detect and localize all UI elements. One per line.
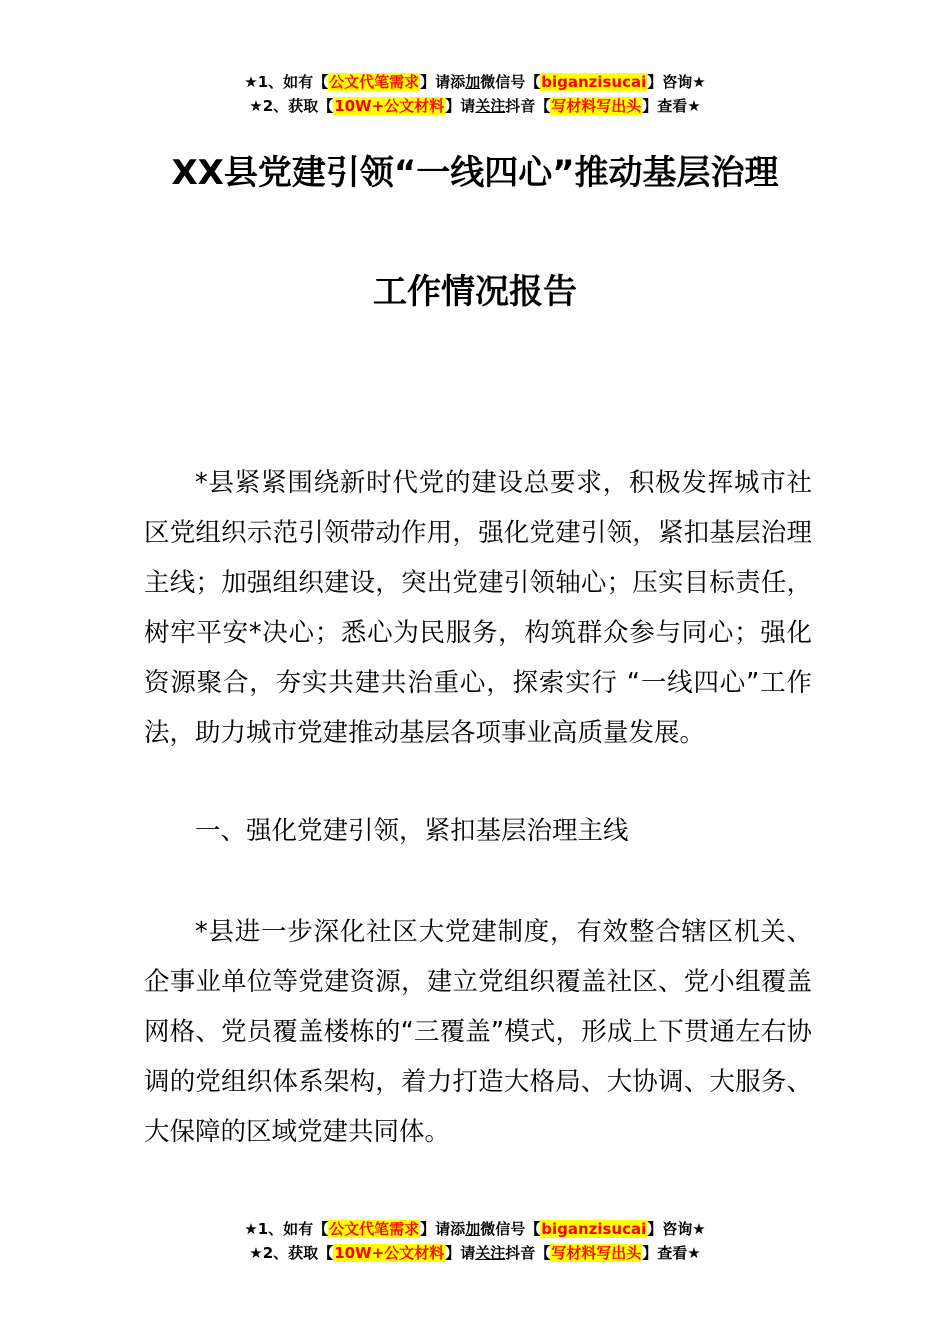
banner-text: 微信号【 — [480, 1220, 541, 1238]
banner-text: 】咨询★ — [647, 73, 706, 91]
banner-text: ★1、如有【 — [244, 73, 329, 91]
banner-text: 】查看★ — [642, 1244, 701, 1262]
highlight-service: 公文代笔需求 — [329, 73, 420, 91]
banner-line-2 — [0, 1241, 950, 1265]
highlight-materials: 10W+公文材料 — [334, 1244, 445, 1262]
banner-text: ★1、如有【 — [244, 1220, 329, 1238]
banner-text: 】请添 — [420, 1220, 466, 1238]
banner-line-2 — [0, 94, 950, 118]
banner-text-underlined: 关注 — [475, 97, 506, 115]
banner-text: ★2、获取【 — [249, 97, 334, 115]
banner-text: 】请 — [445, 1244, 476, 1262]
highlight-wechat-id: biganzisucai — [541, 1220, 647, 1238]
banner-text-underlined: 加 — [465, 73, 481, 91]
banner-line-1 — [0, 70, 950, 94]
banner-text: 抖音【 — [505, 97, 551, 115]
banner-text-underlined: 关注 — [475, 1244, 506, 1262]
banner-text: 】请 — [445, 97, 476, 115]
highlight-service: 公文代笔需求 — [329, 1220, 420, 1238]
highlight-materials: 10W+公文材料 — [334, 97, 445, 115]
banner-text: 微信号【 — [480, 73, 541, 91]
banner-text: ★2、获取【 — [249, 1244, 334, 1262]
document-title-line-1: XX县党建引领“一线四心”推动基层治理 — [171, 153, 779, 193]
banner-line-1 — [0, 1217, 950, 1241]
banner-text: 】咨询★ — [647, 1220, 706, 1238]
highlight-douyin: 写材料写出头 — [551, 1244, 642, 1262]
header-banner — [0, 70, 950, 118]
banner-text: 】查看★ — [642, 97, 701, 115]
document-title-line-2: 工作情况报告 — [373, 272, 577, 312]
banner-text: 】请添 — [420, 73, 466, 91]
body-paragraph-2: *县进一步深化社区大党建制度，有效整合辖区机关、企事业单位等党建资源，建立党组织覆盖社区、党小组覆盖网格、党员覆盖楼栋的“三覆盖”模式，形成上下贯通左右协调的党组织体系架构，着力打造大格局、大协调、大服务、大保障的区域党建共同体。 — [144, 917, 812, 1147]
banner-text: 抖音【 — [505, 1244, 551, 1262]
banner-text-underlined: 加 — [465, 1220, 481, 1238]
body-paragraph-1: *县紧紧围绕新时代党的建设总要求，积极发挥城市社区党组织示范引领带动作用，强化党建引领，紧扣基层治理主线；加强组织建设，突出党建引领轴心；压实目标责任，树牢平安*决心；悉心为民服务，构筑群众参与同心；强化资源聚合，夯实共建共治重心，探索实行 “一线四心”工作法，助力城市党建推动基层各项事业高质量发展。 — [144, 468, 812, 748]
highlight-wechat-id: biganzisucai — [541, 73, 647, 91]
highlight-douyin: 写材料写出头 — [551, 97, 642, 115]
footer-banner — [0, 1217, 950, 1265]
section-heading-1: 一、强化党建引领，紧扣基层治理主线 — [195, 816, 629, 846]
